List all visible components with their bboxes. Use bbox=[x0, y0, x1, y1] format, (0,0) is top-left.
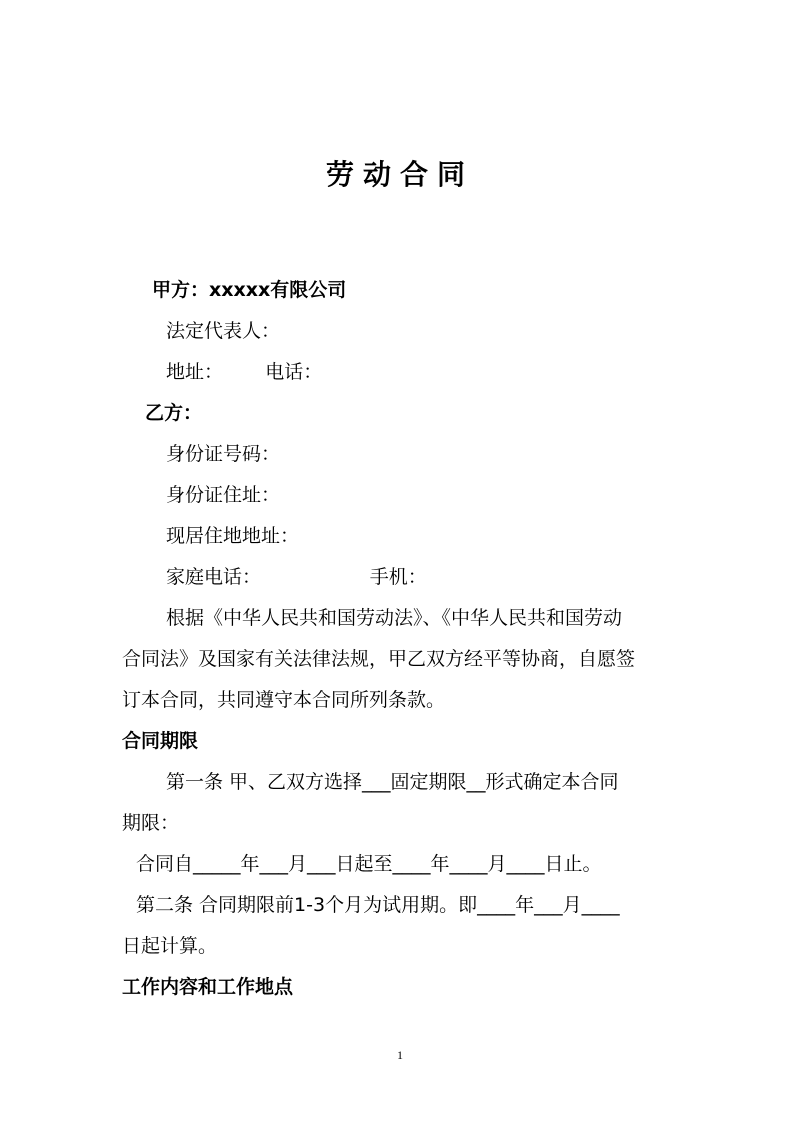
page-title: 劳动合同 bbox=[325, 158, 474, 191]
home-phone-mobile-label: 家庭电话： 手机： bbox=[166, 566, 427, 588]
article-1-line: 第一条 甲、乙双方选择___固定期限__形式确定本合同 bbox=[166, 771, 619, 793]
page-number: 1 bbox=[397, 1048, 403, 1062]
term-dates-line: 合同自_____年___月___日起至____年____月____日止。 bbox=[136, 853, 602, 875]
preamble-line: 订本合同，共同遵守本合同所列条款。 bbox=[122, 689, 446, 711]
preamble-line: 根据《中华人民共和国劳动法》、《中华人民共和国劳动 bbox=[166, 607, 623, 629]
article-2-line: 日起计算。 bbox=[122, 935, 218, 957]
preamble-line: 合同法》及国家有关法律法规，甲乙双方经平等协商，自愿签 bbox=[122, 648, 636, 670]
article-1-line: 期限： bbox=[122, 812, 180, 834]
section-heading-work: 工作内容和工作地点 bbox=[122, 976, 294, 998]
address-phone-label: 地址： 电话： bbox=[166, 361, 323, 383]
current-address-label: 现居住地地址： bbox=[166, 525, 300, 547]
party-a-label: 甲方：xxxxx有限公司 bbox=[152, 279, 347, 301]
id-address-label: 身份证住址： bbox=[166, 484, 281, 506]
party-b-label: 乙方： bbox=[145, 402, 203, 424]
legal-representative-label: 法定代表人： bbox=[166, 320, 281, 342]
article-2-line: 第二条 合同期限前1-3个月为试用期。即____年___月____ bbox=[136, 894, 620, 916]
section-heading-term: 合同期限 bbox=[122, 730, 199, 752]
id-number-label: 身份证号码： bbox=[166, 443, 281, 465]
